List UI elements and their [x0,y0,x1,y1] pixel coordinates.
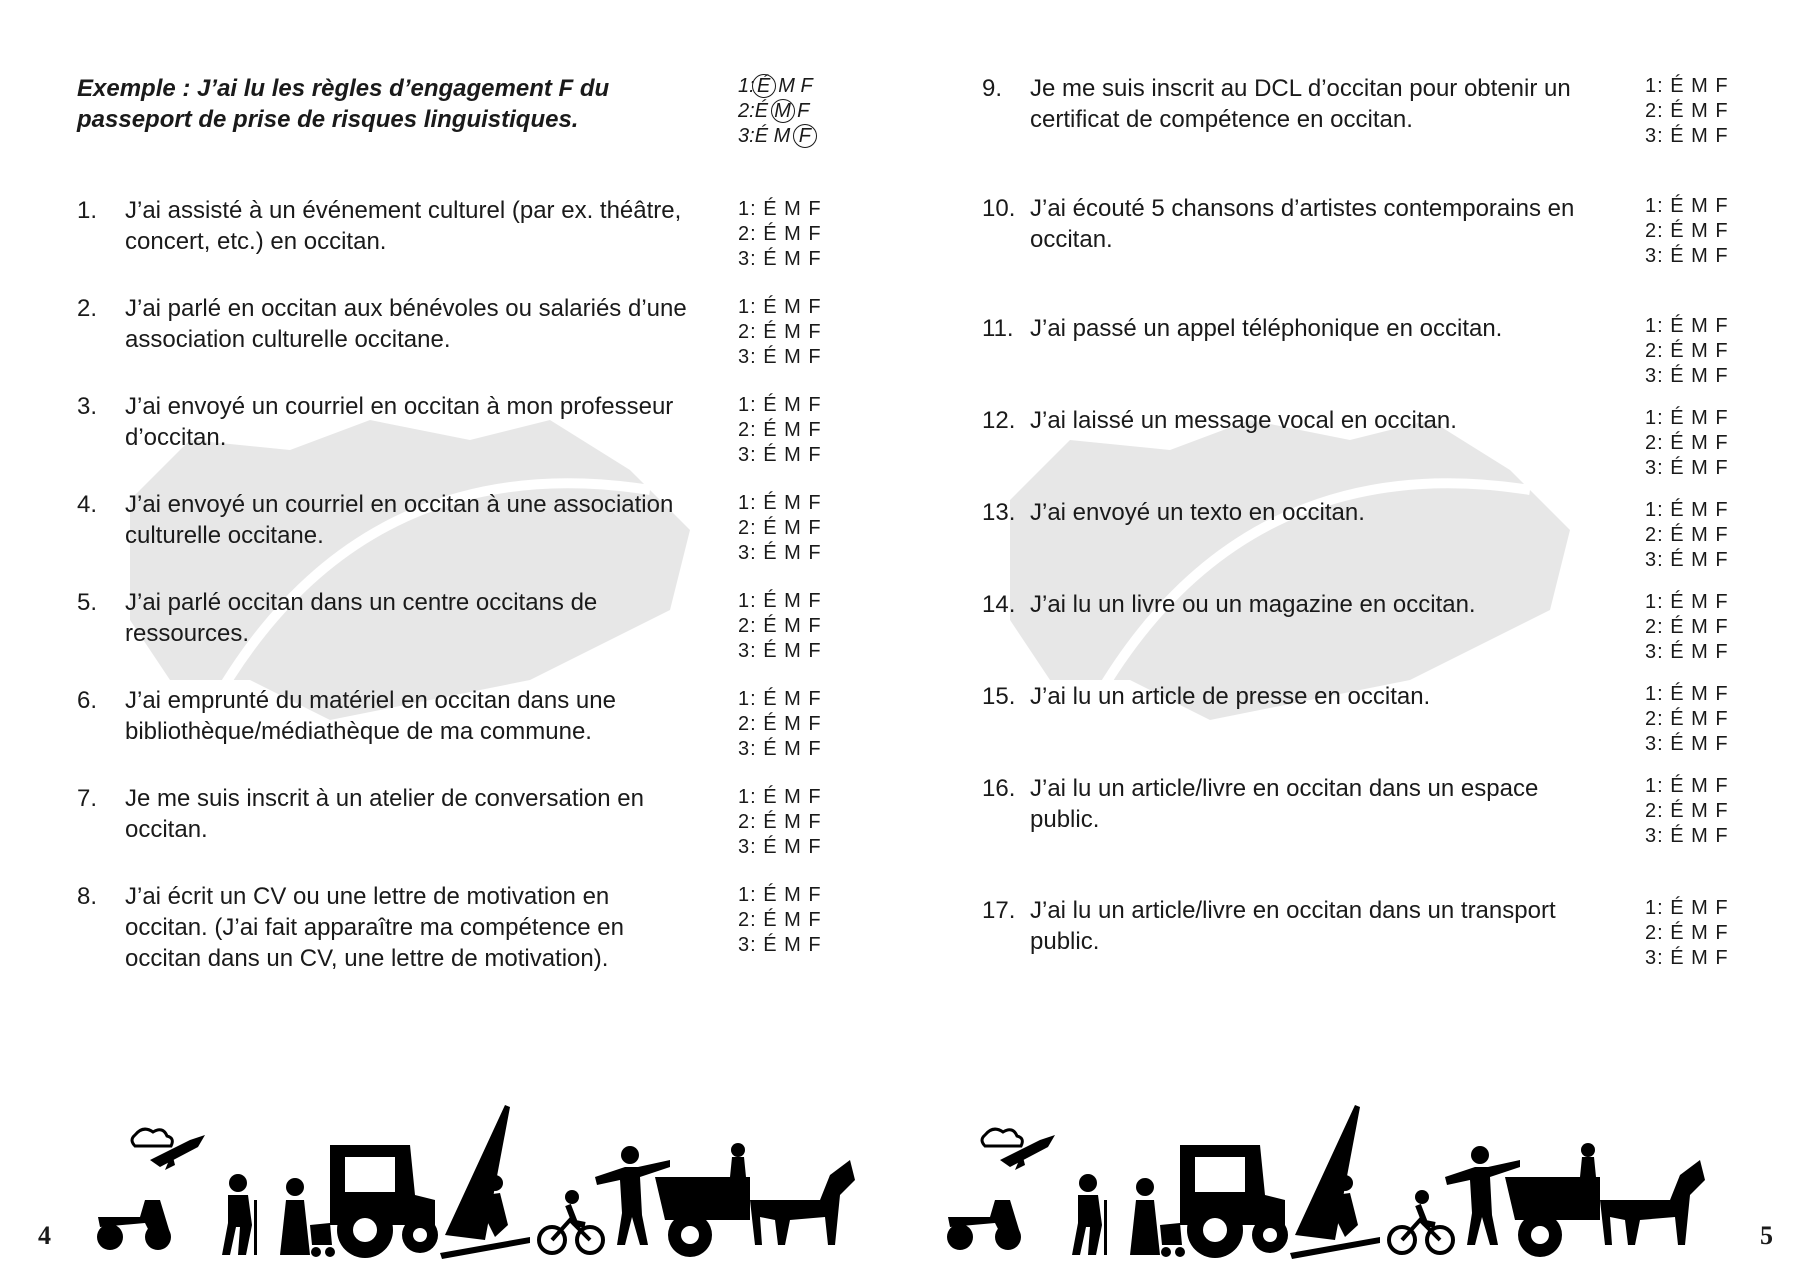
dancer-icon [595,1146,670,1245]
item-text: J’ai écrit un CV ou une lettre de motivation en occitan. (J’ai fait apparaître ma compétence en occitan dans un CV, une lettre de motivation). [125,883,624,972]
cyclist-icon [1389,1190,1453,1253]
scale-marks [1645,590,1729,665]
dancer-icon [1445,1146,1520,1245]
scale-row[interactable]: 3: É M F [738,346,822,368]
item-number: 3. [77,393,98,420]
example-mark-letter: F [800,75,813,97]
scale-row[interactable]: 1: É M F [1645,75,1729,97]
horse-cart-icon [655,1143,855,1257]
scale-row[interactable]: 3: É M F [1645,245,1729,267]
scale-row[interactable]: 3: É M F [738,444,822,466]
item-number: 7. [77,785,98,812]
scale-row[interactable]: 1: É M F [1645,315,1729,337]
scale-row[interactable]: 1: É M F [738,786,822,808]
item-text: J’ai lu un article/livre en occitan dans un espace public. [1030,775,1539,833]
scale-row[interactable]: 1: É M F [1645,407,1729,429]
item-text: J’ai emprunté du matériel en occitan dans une bibliothèque/médiathèque de ma commune. [125,687,616,745]
scale-row[interactable]: 1: É M F [738,394,822,416]
example-mark-row [738,74,814,99]
item-number: 8. [77,883,98,910]
scale-row[interactable]: 3: É M F [738,934,822,956]
scale-row[interactable]: 3: É M F [1645,125,1729,147]
windsurfer-icon [440,1105,530,1259]
item-number: 15. [982,683,1016,710]
item-number: 1. [77,197,98,224]
tractor-icon [330,1145,438,1258]
right-page [900,0,1800,1277]
scale-row[interactable]: 2: É M F [738,909,822,931]
example-mark-prefix: 2: [738,100,755,122]
scale-row[interactable]: 3: É M F [738,836,822,858]
scale-row[interactable]: 2: É M F [738,223,822,245]
scale-row[interactable]: 2: É M F [1645,922,1729,944]
scale-marks [1645,774,1729,849]
scale-row[interactable]: 3: É M F [738,542,822,564]
item-number: 6. [77,687,98,714]
item-text: J’ai envoyé un texto en occitan. [1030,499,1365,526]
scale-row[interactable]: 2: É M F [738,615,822,637]
item-number: 14. [982,591,1016,618]
windsurfer-icon [1290,1105,1380,1259]
example-marks [738,74,814,149]
item-text: J’ai passé un appel téléphonique en occitan. [1030,315,1503,342]
item-text: J’ai lu un article de presse en occitan. [1030,683,1431,710]
scale-marks [738,687,822,762]
scale-row[interactable]: 3: É M F [1645,641,1729,663]
scale-row[interactable]: 3: É M F [738,640,822,662]
item-number: 11. [982,315,1014,342]
item-text: J’ai laissé un message vocal en occitan. [1030,407,1457,434]
scale-row[interactable]: 2: É M F [1645,100,1729,122]
item-number: 10. [982,195,1016,222]
scale-row[interactable]: 2: É M F [1645,340,1729,362]
example-mark-letter: M [771,99,795,123]
item-number: 17. [982,897,1016,924]
item-number: 2. [77,295,98,322]
item-text: Je me suis inscrit au DCL d’occitan pour obtenir un certificat de compétence en occitan. [1030,75,1571,133]
scale-row[interactable]: 2: É M F [738,517,822,539]
airplane-icon [982,1129,1055,1170]
scale-row[interactable]: 1: É M F [1645,499,1729,521]
scale-row[interactable]: 1: É M F [738,688,822,710]
scale-row[interactable]: 3: É M F [1645,947,1729,969]
scale-marks [1645,406,1729,481]
horse-cart-icon [1505,1143,1705,1257]
page-number-right: 5 [1760,1221,1773,1250]
hiker-icon [1072,1174,1107,1255]
scale-row[interactable]: 2: É M F [1645,800,1729,822]
scale-marks [1645,194,1729,269]
item-number: 12. [982,407,1016,434]
scale-row[interactable]: 2: É M F [738,321,822,343]
example-mark-letter: F [797,100,810,122]
scale-row[interactable]: 2: É M F [1645,220,1729,242]
example-mark-letter: F [793,124,817,148]
item-number: 16. [982,775,1016,802]
scale-row[interactable]: 3: É M F [1645,825,1729,847]
example-text: Exemple : J’ai lu les règles d’engagement F du passeport de prise de risques linguistiques. [77,75,610,133]
scale-row[interactable]: 1: É M F [1645,897,1729,919]
scooter-icon [97,1200,171,1250]
item-text: J’ai parlé occitan dans un centre occitans de ressources. [125,589,598,647]
item-text: J’ai envoyé un courriel en occitan à une association culturelle occitane. [125,491,674,549]
scale-row[interactable]: 1: É M F [738,884,822,906]
scale-row[interactable]: 1: É M F [1645,683,1729,705]
example-mark-letter: É [754,100,769,122]
scale-marks [1645,314,1729,389]
item-text: Je me suis inscrit à un atelier de conversation en occitan. [125,785,644,843]
hiker-icon [222,1174,257,1255]
scale-row[interactable]: 1: É M F [1645,195,1729,217]
walker-with-stroller-icon [280,1178,335,1257]
item-number: 5. [77,589,98,616]
scale-row[interactable]: 1: É M F [738,590,822,612]
item-text: J’ai lu un article/livre en occitan dans un transport public. [1030,897,1556,955]
scale-row[interactable]: 2: É M F [1645,524,1729,546]
example-mark-prefix: 3: [738,125,755,147]
scale-marks [738,295,822,370]
example-mark-letter: É [754,125,769,147]
item-number: 13. [982,499,1016,526]
scale-marks [738,589,822,664]
scale-row[interactable]: 3: É M F [1645,365,1729,387]
scale-marks [1645,498,1729,573]
scale-row[interactable]: 2: É M F [738,419,822,441]
scale-row[interactable]: 2: É M F [1645,708,1729,730]
scale-row[interactable]: 2: É M F [1645,616,1729,638]
scale-row[interactable]: 2: É M F [738,811,822,833]
scale-marks [738,883,822,958]
activity-silhouettes-left [90,1105,880,1260]
example-mark-row [738,124,814,149]
scale-row[interactable]: 2: É M F [738,713,822,735]
example-mark-prefix: 1: [738,75,755,97]
item-text: J’ai lu un livre ou un magazine en occitan. [1030,591,1476,618]
scale-row[interactable]: 1: É M F [738,296,822,318]
scale-row[interactable]: 3: É M F [1645,733,1729,755]
scale-row[interactable]: 3: É M F [1645,457,1729,479]
scale-row[interactable]: 1: É M F [738,198,822,220]
scale-marks [738,491,822,566]
scale-row[interactable]: 1: É M F [1645,775,1729,797]
page-number-left: 4 [38,1221,51,1250]
scale-row[interactable]: 3: É M F [1645,549,1729,571]
example-mark-letter: M [773,125,791,147]
scooter-icon [947,1200,1021,1250]
scale-marks [1645,74,1729,149]
example-mark-letter: É [752,74,776,98]
tractor-icon [1180,1145,1288,1258]
airplane-icon [132,1129,205,1170]
item-number: 4. [77,491,98,518]
activity-silhouettes-right [940,1105,1730,1260]
item-text: J’ai assisté à un événement culturel (par ex. théâtre, concert, etc.) en occitan. [125,197,682,255]
cyclist-icon [539,1190,603,1253]
scale-row[interactable]: 3: É M F [738,248,822,270]
scale-marks [1645,896,1729,971]
item-text: J’ai envoyé un courriel en occitan à mon professeur d’occitan. [125,393,674,451]
scale-marks [738,785,822,860]
walker-with-stroller-icon [1130,1178,1185,1257]
scale-row[interactable]: 1: É M F [1645,591,1729,613]
scale-marks [738,393,822,468]
scale-marks [1645,682,1729,757]
scale-row[interactable]: 1: É M F [738,492,822,514]
example-mark-letter: M [778,75,795,97]
item-number: 9. [982,75,1003,102]
item-text: J’ai écouté 5 chansons d’artistes contemporains en occitan. [1030,195,1575,253]
scale-row[interactable]: 2: É M F [1645,432,1729,454]
item-text: J’ai parlé en occitan aux bénévoles ou salariés d’une association culturelle occitane. [125,295,687,353]
scale-row[interactable]: 3: É M F [738,738,822,760]
example-mark-row [738,99,814,124]
scale-marks [738,197,822,272]
